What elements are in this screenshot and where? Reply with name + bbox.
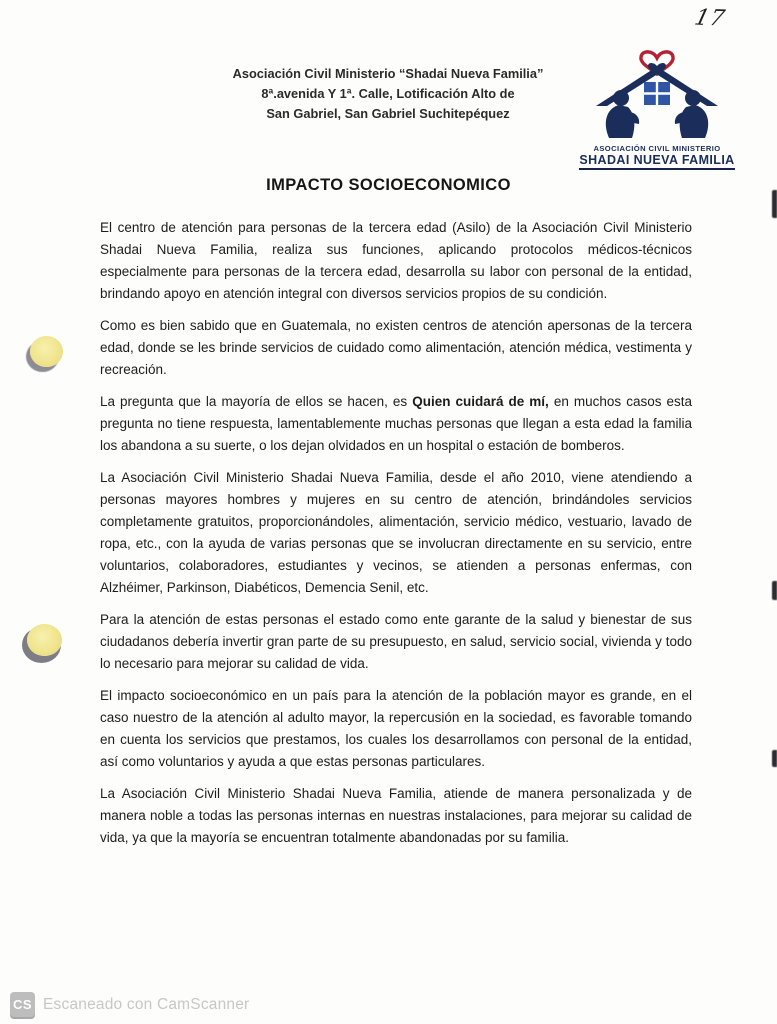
logo-caption-line1: ASOCIACIÓN CIVIL MINISTERIO	[593, 144, 721, 153]
camscanner-cs-icon: CS	[10, 992, 35, 1017]
logo-caption-line2: SHADAI NUEVA FAMILIA	[579, 153, 734, 170]
paragraph-3-pre: La pregunta que la mayoría de ellos se hacen, es	[100, 394, 413, 409]
paragraph-4	[100, 467, 692, 599]
scan-artifact	[772, 581, 777, 600]
paragraph-2-text: Como es bien sabido que en Guatemala, no existen centros de atención apersonas de la tercera edad, donde se les brinde servicios de cuidado como alimentación, atención médica, vestimenta y recreación.	[100, 318, 692, 377]
camscanner-watermark	[10, 992, 249, 1017]
paragraph-6	[100, 685, 692, 773]
yellow-sticker-dot-bottom	[27, 624, 62, 656]
paragraph-2	[100, 315, 692, 381]
document-body	[100, 217, 692, 849]
organization-logo	[579, 46, 735, 170]
document-title: IMPACTO SOCIOECONOMICO	[266, 176, 511, 194]
house-family-heart-icon	[582, 46, 732, 146]
paragraph-5	[100, 609, 692, 675]
paragraph-1	[100, 217, 692, 305]
paragraph-6-text: El impacto socioeconómico en un país para la atención de la población mayor es grande, en el caso nuestro de la atención al adulto mayor, la repercusión en la sociedad, es favorable tomando en cuenta los servicios que prestamos, los cuales los desarrollamos con personal de la entidad, así como voluntarios y ayuda a que estas personas particulares.	[100, 688, 692, 769]
paragraph-3	[100, 391, 692, 457]
paragraph-1-text: El centro de atención para personas de la tercera edad (Asilo) de la Asociación Civil Ministerio Shadai Nueva Familia, realiza sus funciones, aplicando protocolos médicos-técnicos especialmente para personas de la tercera edad, desarrolla su labor con personal de la entidad, brindando apoyo en atención integral con diversos servicios propios de su condición.	[100, 220, 692, 301]
paragraph-4-text: La Asociación Civil Ministerio Shadai Nueva Familia, desde el año 2010, viene atendiendo a personas mayores hombres y mujeres en su centro de atención, brindándoles servicios completamente gratuitos, proporcionándoles, alimentación, servicio médico, vestuario, lavado de ropa, etc., con la ayuda de varias personas que se involucran directamente en su servicio, entre voluntarios, colaboradores, estudiantes y vecinos, se atienden a personas enfermas, con Alzhéimer, Parkinson, Diabéticos, Demencia Senil, etc.	[100, 470, 692, 595]
paragraph-7-text: La Asociación Civil Ministerio Shadai Nueva Familia, atiende de manera personalizada y de manera noble a todas las personas internas en nuestras instalaciones, para mejorar su calidad de vida, ya que la mayoría se encuentran totalmente abandonadas por su familia.	[100, 786, 692, 845]
yellow-sticker-dot-top	[30, 336, 63, 367]
scan-artifact	[772, 750, 777, 767]
paragraph-3-post: en muchos casos esta pregunta no tiene respuesta, lamentablemente muchas personas que llegan a esta edad la familia los abandona a su suerte, o los dejan olvidados en un hospital o estación de bomberos.	[100, 394, 692, 453]
paragraph-3-bold-phrase: Quien cuidará de mí,	[412, 394, 549, 409]
letterhead-address-line2: San Gabriel, San Gabriel Suchitepéquez	[266, 106, 510, 121]
letterhead-address-line1: 8ª.avenida Y 1ª. Calle, Lotificación Alto de	[261, 86, 515, 101]
paragraph-7	[100, 783, 692, 849]
handwritten-page-number: 17	[692, 5, 728, 32]
paragraph-5-text: Para la atención de estas personas el estado como ente garante de la salud y bienestar de sus ciudadanos debería invertir gran parte de su presupuesto, en salud, servicio social, vivienda y todo lo necesario para mejorar su calidad de vida.	[100, 612, 692, 671]
letterhead	[168, 64, 608, 124]
scan-artifact	[772, 190, 777, 218]
camscanner-watermark-text: Escaneado con CamScanner	[43, 995, 250, 1013]
letterhead-org-name: Asociación Civil Ministerio “Shadai Nueva Familia”	[232, 66, 544, 81]
